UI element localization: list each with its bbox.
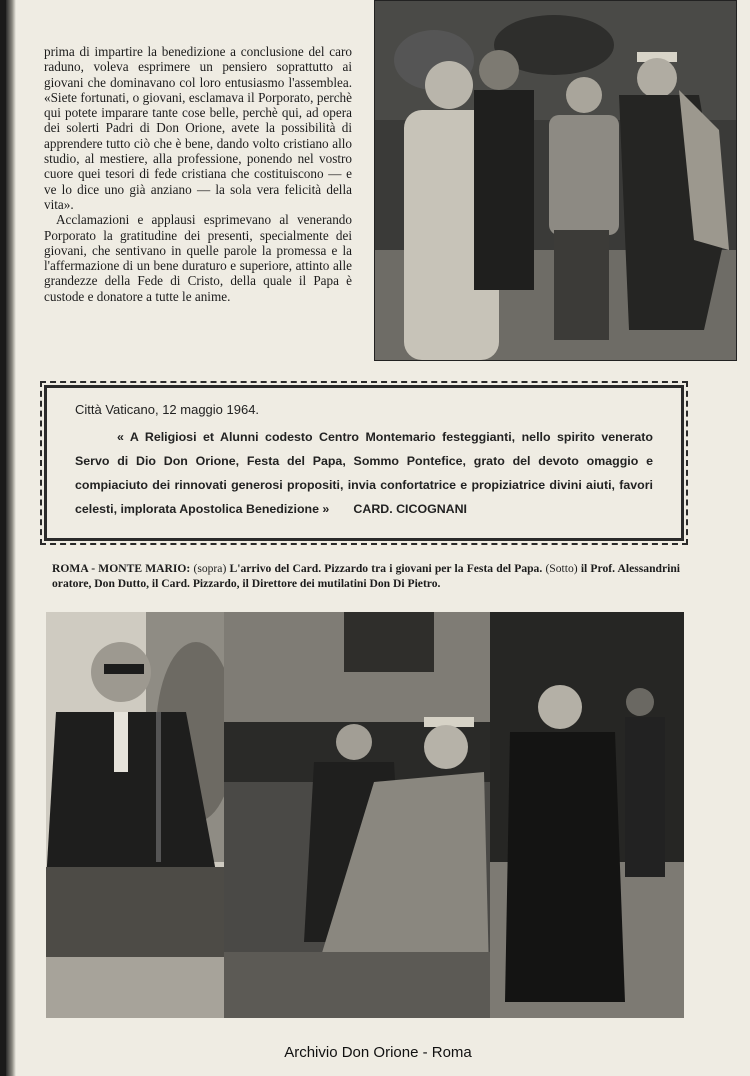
caption-above-text: L'arrivo del Card. Pizzardo tra i giovani per la Festa del Papa. — [229, 562, 543, 575]
caption-above-marker: (sopra) — [193, 562, 227, 575]
article-text-column — [44, 44, 352, 304]
photo-seated-cardinal — [224, 612, 490, 1018]
article-paragraph: Acclamazioni e applausi esprimevano al venerando Porporato la gratitudine dei presenti, specialmente dei giovani, che sentivano in quelle parole la promessa e la l'affermazione di un bene duraturo e superiore, attinto alle grandezze della Fede di Cristo, della quale il Papa è custode e donatore a tutte le anime. — [44, 212, 352, 304]
caption-below-text: il Prof. Alessandrini oratore, Don Dutto, il Card. Pizzardo, il Direttore dei mutilatini Don Di Pietro. — [52, 562, 681, 590]
photo-speaker — [46, 612, 224, 1018]
photo-caption — [52, 561, 680, 591]
telegram-signature: CARD. CICOGNANI — [353, 502, 468, 516]
book-spine-shadow — [6, 0, 16, 1076]
telegram-box — [44, 385, 684, 541]
caption-below-marker: (Sotto) — [545, 562, 578, 575]
archive-footer: Archivio Don Orione - Roma — [284, 1044, 472, 1061]
photo-cardinal-arrival — [374, 0, 737, 361]
archive-page — [6, 0, 750, 1076]
telegram-date: Città Vaticano, 12 maggio 1964. — [75, 402, 260, 417]
caption-place: ROMA - MONTE MARIO: — [52, 562, 191, 575]
article-paragraph: prima di impartire la benedizione a conclusione del caro raduno, voleva esprimere un pensiero soprattutto ai giovani che dominavano col loro entusiasmo l'assemblea. «Siete fortunati, o giovani, esclamava il Porporato, perchè qui potete imparare tante cose belle, perchè qui, ad opera dei solerti Padri di Don Orione, avete la possibilità di apprendere tutto ciò che è bene, dando volto cristiano allo studio, al mestiere, alla professione, ponendo nel vostro cuore quei tesori di fede cristiana che costituiscono — e ve lo dice uno già anziano — la sola vera felicità della vita». — [44, 44, 352, 212]
photo-standing-priest — [490, 612, 684, 1018]
telegram-message-text: « A Religiosi et Alunni codesto Centro Montemario festeggianti, nello spirito venerato Servo di Dio Don Orione, Festa del Papa, Sommo Pontefice, grato del devoto omaggio e compiaciuto dei rinnovati generosi propositi, invia confortatrice e propiziatrice divini aiuti, favori celesti, implorata Apostolica Benedizione » — [75, 430, 653, 516]
telegram-message — [75, 425, 653, 521]
